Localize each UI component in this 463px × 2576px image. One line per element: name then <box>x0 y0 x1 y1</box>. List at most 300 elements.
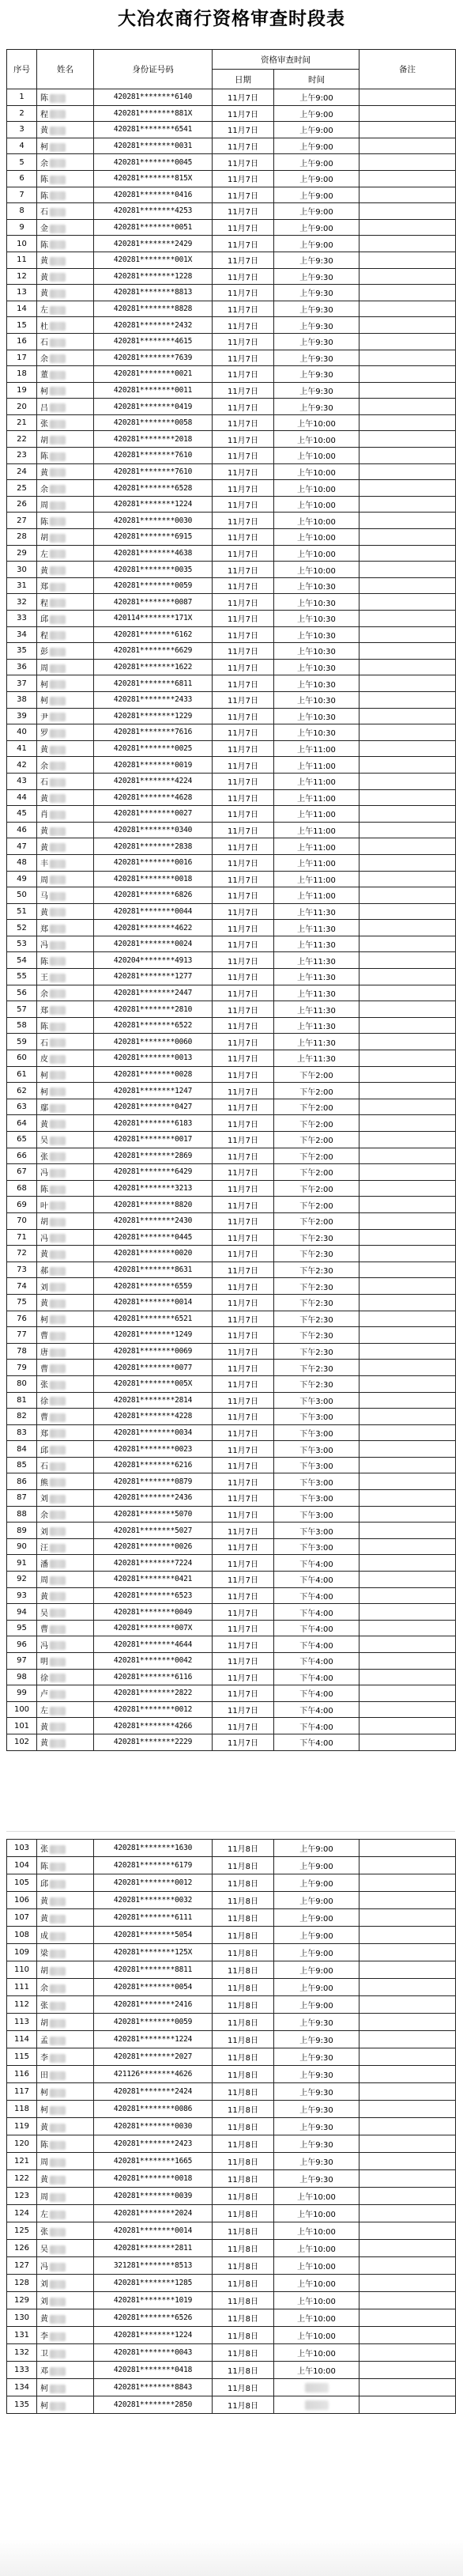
row-date: 11月7日 <box>213 496 274 513</box>
table-row <box>7 2362 456 2379</box>
row-time: 上午10:00 <box>274 2222 359 2240</box>
row-name <box>37 871 94 887</box>
row-time: 上午10:00 <box>274 2309 359 2327</box>
row-name-text: 陈 <box>40 2141 48 2150</box>
row-remark <box>359 1278 456 1295</box>
table-row <box>7 2031 456 2048</box>
row-name <box>37 1164 94 1181</box>
row-date: 11月7日 <box>213 773 274 789</box>
row-id-number: 420281********8820 <box>94 1197 213 1213</box>
row-name <box>37 936 94 952</box>
row-name <box>37 1229 94 1246</box>
row-date: 11月7日 <box>213 724 274 741</box>
row-remark <box>359 1327 456 1344</box>
row-date: 11月7日 <box>213 1197 274 1213</box>
row-remark <box>359 1473 456 1490</box>
row-id-number: 420281********6826 <box>94 887 213 904</box>
row-time: 上午10:30 <box>274 691 359 708</box>
row-no: 110 <box>7 1961 37 1979</box>
row-time: 上午10:00 <box>274 431 359 448</box>
row-name <box>37 2257 94 2275</box>
table-row <box>7 285 456 301</box>
row-remark <box>359 838 456 855</box>
row-name-text: 陈 <box>40 240 48 250</box>
row-name <box>37 1343 94 1360</box>
row-name <box>37 1246 94 1262</box>
table-row <box>7 301 456 317</box>
row-name-text: 黄 <box>40 1897 48 1906</box>
row-time: 下午2:00 <box>274 1132 359 1148</box>
table-row <box>7 1840 456 1857</box>
row-date: 11月8日 <box>213 1874 274 1892</box>
row-time: 上午9:30 <box>274 366 359 383</box>
table-row <box>7 806 456 823</box>
row-remark <box>359 431 456 448</box>
row-id-number: 321281********8513 <box>94 2257 213 2275</box>
row-no: 114 <box>7 2031 37 2048</box>
row-time: 上午10:30 <box>274 611 359 627</box>
row-date: 11月7日 <box>213 1083 274 1099</box>
redacted-name-blur <box>50 2124 66 2132</box>
row-time <box>274 2379 359 2396</box>
row-remark <box>359 1148 456 1164</box>
row-name-text: 郝 <box>40 1267 48 1277</box>
redacted-name-blur <box>50 403 66 412</box>
row-name <box>37 187 94 203</box>
table-row <box>7 1360 456 1376</box>
row-name-text: 柯 <box>40 680 48 690</box>
row-date: 11月7日 <box>213 203 274 220</box>
row-name <box>37 529 94 546</box>
row-date: 11月7日 <box>213 1636 274 1653</box>
row-remark <box>359 936 456 952</box>
row-name <box>37 1701 94 1718</box>
redacted-name-blur <box>50 240 66 249</box>
redacted-name-blur <box>50 191 66 200</box>
redacted-name-blur <box>50 208 66 217</box>
table-row <box>7 1669 456 1685</box>
table-row <box>7 1294 456 1311</box>
row-date: 11月8日 <box>213 2396 274 2414</box>
row-time: 下午2:00 <box>274 1180 359 1197</box>
row-id-number: 420281********2424 <box>94 2083 213 2101</box>
table-row <box>7 89 456 106</box>
row-id-number: 420281********8811 <box>94 1961 213 1979</box>
row-name <box>37 659 94 675</box>
redacted-name-blur <box>50 892 66 901</box>
row-remark <box>359 659 456 675</box>
row-name-text: 罗 <box>40 729 48 739</box>
row-remark <box>359 2222 456 2240</box>
row-name <box>37 708 94 724</box>
row-name <box>37 773 94 789</box>
redacted-name-blur <box>50 1315 66 1324</box>
row-remark <box>359 1636 456 1653</box>
table-row <box>7 871 456 887</box>
table-row <box>7 1685 456 1702</box>
row-remark <box>359 333 456 350</box>
row-no: 6 <box>7 170 37 187</box>
row-name <box>37 1457 94 1473</box>
row-time: 下午4:00 <box>274 1718 359 1734</box>
table-row <box>7 529 456 546</box>
redacted-name-blur <box>50 1462 66 1471</box>
row-time: 上午10:00 <box>274 496 359 513</box>
row-name-text: 张 <box>40 2228 48 2237</box>
table-row <box>7 382 456 399</box>
redacted-name-blur <box>50 1625 66 1634</box>
row-name <box>37 285 94 301</box>
table-row <box>7 2344 456 2362</box>
row-date: 11月7日 <box>213 1001 274 1018</box>
row-time: 上午10:30 <box>274 724 359 741</box>
row-remark <box>359 513 456 529</box>
row-no: 22 <box>7 431 37 448</box>
row-date: 11月7日 <box>213 871 274 887</box>
row-id-number: 420281********0021 <box>94 366 213 383</box>
row-time: 下午2:00 <box>274 1115 359 1132</box>
row-date: 11月7日 <box>213 887 274 904</box>
row-name <box>37 122 94 138</box>
header-review-time: 资格审查时间 <box>213 50 359 70</box>
header-name: 姓名 <box>37 50 94 89</box>
row-date: 11月7日 <box>213 89 274 106</box>
row-no: 21 <box>7 414 37 431</box>
row-time: 下午4:00 <box>274 1555 359 1572</box>
row-name-text: 余 <box>40 485 48 494</box>
row-name-text: 胡 <box>40 534 48 543</box>
row-id-number: 420281********1285 <box>94 2275 213 2292</box>
redacted-name-blur <box>50 2002 66 2010</box>
table-row <box>7 1996 456 2014</box>
row-name-text: 冯 <box>40 1234 48 1243</box>
table-row <box>7 2188 456 2205</box>
row-no: 3 <box>7 122 37 138</box>
row-remark <box>359 2379 456 2396</box>
redacted-name-blur <box>50 1023 66 1031</box>
row-no: 79 <box>7 1360 37 1376</box>
row-date: 11月7日 <box>213 268 274 285</box>
table-row <box>7 757 456 774</box>
row-time: 上午11:00 <box>274 854 359 871</box>
row-id-number: 420281********4228 <box>94 1409 213 1425</box>
row-date: 11月7日 <box>213 1473 274 1490</box>
row-id-number: 420281********6183 <box>94 1115 213 1132</box>
row-no: 48 <box>7 854 37 871</box>
row-id-number: 420281********2433 <box>94 691 213 708</box>
redacted-name-blur <box>50 1544 66 1553</box>
row-date: 11月8日 <box>213 2362 274 2379</box>
row-remark <box>359 1927 456 1944</box>
row-date: 11月7日 <box>213 1555 274 1572</box>
row-no: 105 <box>7 1874 37 1892</box>
row-no: 37 <box>7 675 37 692</box>
redacted-name-blur <box>50 713 66 721</box>
redacted-name-blur <box>50 2315 66 2324</box>
row-date: 11月7日 <box>213 806 274 823</box>
redacted-name-blur <box>50 974 66 982</box>
row-remark <box>359 773 456 789</box>
row-remark <box>359 382 456 399</box>
table-row <box>7 1961 456 1979</box>
row-name-text: 郑 <box>40 1006 48 1016</box>
row-remark <box>359 1457 456 1473</box>
redacted-name-blur <box>50 941 66 950</box>
row-name <box>37 1669 94 1685</box>
table-row <box>7 154 456 171</box>
row-name <box>37 366 94 383</box>
row-name <box>37 2309 94 2327</box>
redacted-name-blur <box>50 1250 66 1259</box>
row-remark <box>359 740 456 757</box>
row-date: 11月7日 <box>213 1115 274 1132</box>
table-row <box>7 1538 456 1555</box>
table-row <box>7 2101 456 2118</box>
row-time: 下午3:00 <box>274 1473 359 1490</box>
row-no: 10 <box>7 236 37 252</box>
table-row <box>7 1148 456 1164</box>
table-row <box>7 2292 456 2309</box>
row-name <box>37 1653 94 1670</box>
row-remark <box>359 611 456 627</box>
redacted-name-blur <box>50 1006 66 1015</box>
row-no: 132 <box>7 2344 37 2362</box>
row-no: 61 <box>7 1066 37 1083</box>
table-row <box>7 1327 456 1344</box>
row-date: 11月7日 <box>213 611 274 627</box>
table-row <box>7 1944 456 1961</box>
redacted-name-blur <box>50 1576 66 1585</box>
row-name <box>37 1050 94 1067</box>
redacted-name-blur <box>50 1723 66 1731</box>
row-date: 11月7日 <box>213 1132 274 1148</box>
redacted-name-blur <box>50 2106 66 2115</box>
row-time: 下午2:30 <box>274 1343 359 1360</box>
row-date: 11月7日 <box>213 789 274 806</box>
row-id-number: 420281********0879 <box>94 1473 213 1490</box>
row-name <box>37 1961 94 1979</box>
redacted-name-blur <box>50 1880 66 1889</box>
row-no: 75 <box>7 1294 37 1311</box>
table-row <box>7 414 456 431</box>
row-name-text: 石 <box>40 339 48 348</box>
row-remark <box>359 1979 456 1996</box>
row-id-number: 420281********0054 <box>94 1979 213 1996</box>
row-date: 11月7日 <box>213 1734 274 1750</box>
row-time: 上午11:30 <box>274 903 359 920</box>
table-row <box>7 219 456 236</box>
row-no: 27 <box>7 513 37 529</box>
row-date: 11月7日 <box>213 333 274 350</box>
row-time: 下午3:00 <box>274 1409 359 1425</box>
row-id-number: 420281********2429 <box>94 236 213 252</box>
row-name-text: 明 <box>40 1658 48 1667</box>
row-name <box>37 1132 94 1148</box>
redacted-name-blur <box>50 925 66 933</box>
row-id-number: 420281********0077 <box>94 1360 213 1376</box>
row-remark <box>359 1587 456 1604</box>
row-name-text: 张 <box>40 2002 48 2010</box>
row-remark <box>359 675 456 692</box>
row-name <box>37 448 94 464</box>
row-time: 上午9:30 <box>274 2031 359 2048</box>
row-id-number: 420281********0044 <box>94 903 213 920</box>
table-row <box>7 2083 456 2101</box>
row-name <box>37 740 94 757</box>
row-date: 11月8日 <box>213 2135 274 2153</box>
row-id-number: 420281********6629 <box>94 643 213 660</box>
row-id-number: 420281********6523 <box>94 1587 213 1604</box>
redacted-name-blur <box>50 648 66 656</box>
row-date: 11月7日 <box>213 1360 274 1376</box>
row-time: 上午11:00 <box>274 871 359 887</box>
row-name-text: 黄 <box>40 1120 48 1129</box>
row-remark <box>359 1099 456 1115</box>
row-name-text: 刘 <box>40 1527 48 1537</box>
row-name <box>37 2135 94 2153</box>
row-remark <box>359 1229 456 1246</box>
row-time: 上午9:00 <box>274 89 359 106</box>
row-name-text: 张 <box>40 1152 48 1162</box>
row-name-text: 王 <box>40 974 48 983</box>
row-time: 上午9:30 <box>274 2083 359 2101</box>
redacted-name-blur <box>50 1932 66 1941</box>
table-row <box>7 1604 456 1621</box>
redacted-name-blur <box>50 354 66 363</box>
row-id-number: 420281********6521 <box>94 1311 213 1327</box>
row-no: 51 <box>7 903 37 920</box>
table-row <box>7 2066 456 2083</box>
row-remark <box>359 1685 456 1702</box>
redacted-time-blur <box>305 2383 329 2393</box>
row-time: 上午9:00 <box>274 203 359 220</box>
row-name-text: 黄 <box>40 289 48 299</box>
row-name <box>37 2379 94 2396</box>
redacted-name-blur <box>50 1413 66 1422</box>
row-no: 118 <box>7 2101 37 2118</box>
row-time: 上午10:30 <box>274 643 359 660</box>
row-id-number: 420281********2423 <box>94 2135 213 2153</box>
row-id-number: 420281********0014 <box>94 1294 213 1311</box>
row-time: 上午10:30 <box>274 675 359 692</box>
row-name <box>37 577 94 594</box>
row-time: 上午10:30 <box>274 577 359 594</box>
row-remark <box>359 871 456 887</box>
row-name-text: 黄 <box>40 746 48 755</box>
row-no: 63 <box>7 1099 37 1115</box>
row-name <box>37 1375 94 1392</box>
table-row <box>7 920 456 936</box>
table-row <box>7 545 456 562</box>
row-date: 11月7日 <box>213 969 274 985</box>
row-remark <box>359 2014 456 2031</box>
row-no: 49 <box>7 871 37 887</box>
row-name <box>37 414 94 431</box>
row-remark <box>359 1392 456 1409</box>
row-id-number: 420281********0059 <box>94 2014 213 2031</box>
table-row <box>7 1001 456 1018</box>
row-name <box>37 203 94 220</box>
redacted-name-blur <box>50 127 66 135</box>
row-time: 上午9:30 <box>274 285 359 301</box>
row-no: 108 <box>7 1927 37 1944</box>
row-no: 25 <box>7 480 37 497</box>
row-remark <box>359 1857 456 1874</box>
row-date: 11月7日 <box>213 1050 274 1067</box>
redacted-name-blur <box>50 1560 66 1568</box>
redacted-name-blur <box>50 599 66 607</box>
row-name-text: 黄 <box>40 1250 48 1260</box>
row-id-number: 420281********0030 <box>94 513 213 529</box>
redacted-name-blur <box>50 2037 66 2045</box>
redacted-name-blur <box>50 159 66 168</box>
row-date: 11月7日 <box>213 1538 274 1555</box>
row-name-text: 左 <box>40 550 48 559</box>
table-row <box>7 187 456 203</box>
table-row <box>7 1473 456 1490</box>
row-name-text: 石 <box>40 208 48 218</box>
redacted-name-blur <box>50 1592 66 1601</box>
row-time: 上午9:30 <box>274 382 359 399</box>
table-row <box>7 333 456 350</box>
row-time: 下午3:00 <box>274 1424 359 1441</box>
row-name <box>37 1490 94 1507</box>
row-time: 上午9:30 <box>274 301 359 317</box>
row-date: 11月7日 <box>213 985 274 1001</box>
row-remark <box>359 1409 456 1425</box>
row-no: 100 <box>7 1701 37 1718</box>
row-date: 11月7日 <box>213 1343 274 1360</box>
redacted-name-blur <box>50 680 66 689</box>
row-remark <box>359 105 456 122</box>
row-name-text: 鄢 <box>40 1104 48 1114</box>
row-date: 11月7日 <box>213 285 274 301</box>
row-name <box>37 724 94 741</box>
row-remark <box>359 806 456 823</box>
row-name-text: 冯 <box>40 2263 48 2271</box>
row-name <box>37 1874 94 1892</box>
row-name <box>37 2205 94 2222</box>
table-row <box>7 496 456 513</box>
row-date: 11月7日 <box>213 920 274 936</box>
table-row <box>7 1909 456 1927</box>
row-name-text: 周 <box>40 501 48 511</box>
page-title: 大冶农商行资格审查时段表 <box>118 8 345 29</box>
redacted-name-blur <box>50 1641 66 1650</box>
row-name-text: 黄 <box>40 1739 48 1749</box>
row-remark <box>359 1375 456 1392</box>
row-remark <box>359 2396 456 2414</box>
row-id-number: 420281********0032 <box>94 1892 213 1909</box>
table-row <box>7 1701 456 1718</box>
redacted-name-blur <box>50 1201 66 1210</box>
row-time: 下午4:00 <box>274 1620 359 1636</box>
row-name-text: 冯 <box>40 1169 48 1178</box>
redacted-name-blur <box>50 1169 66 1178</box>
row-date: 11月7日 <box>213 301 274 317</box>
row-no: 93 <box>7 1587 37 1604</box>
row-id-number: 420281********2027 <box>94 2048 213 2066</box>
redacted-name-blur <box>50 2385 66 2393</box>
row-time: 上午9:00 <box>274 154 359 171</box>
row-name <box>37 611 94 627</box>
row-name-text: 刘 <box>40 2280 48 2289</box>
row-remark <box>359 448 456 464</box>
row-id-number: 420281********4266 <box>94 1718 213 1734</box>
table-row <box>7 1311 456 1327</box>
row-id-number: 420281********0013 <box>94 1050 213 1067</box>
row-time: 上午9:30 <box>274 317 359 334</box>
